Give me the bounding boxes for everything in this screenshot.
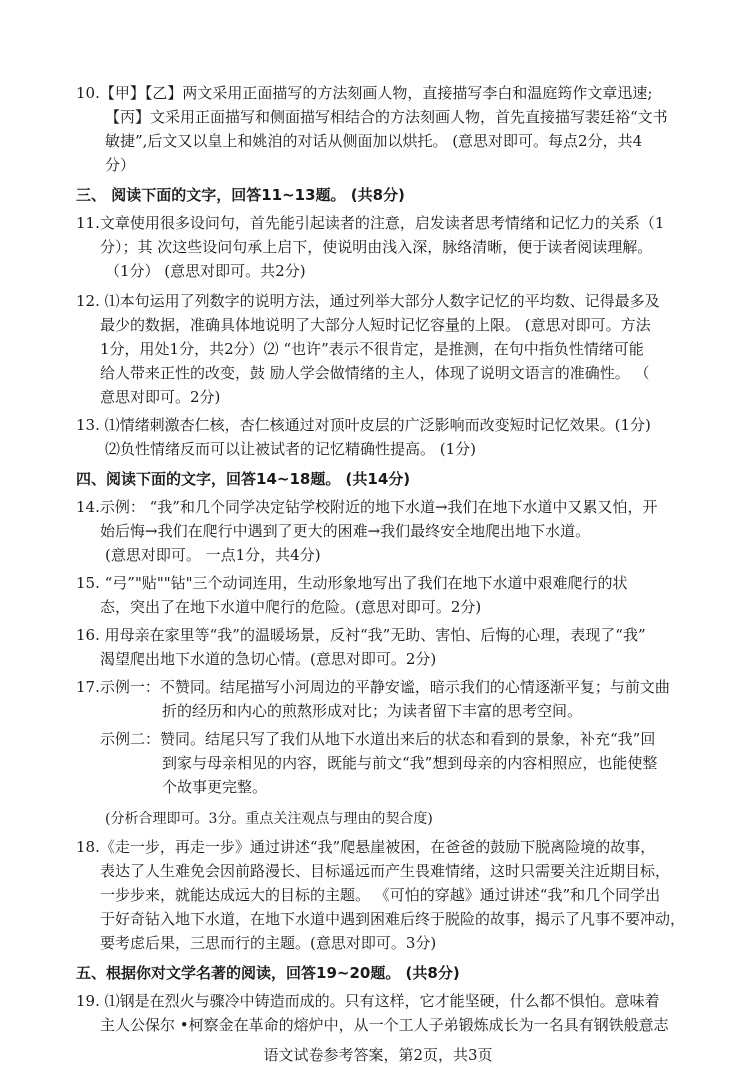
text-line: 19. ⑴钢是在烈火与骤冷中铸造而成的。只有这样，它才能坚硬，什么都不惧怕。意味着 xyxy=(76,992,660,1010)
text-line: 要考虑后果，三思而行的主题。(意思对即可。3分) xyxy=(100,934,437,952)
section-heading: 四、阅读下面的文字，回答14~18题。 (共14分) xyxy=(76,470,411,488)
text-line: 始后悔→我们在爬行中遇到了更大的困难→我们最终安全地爬出地下水道。 xyxy=(100,522,591,540)
text-line: 个故事更完整。 xyxy=(162,778,268,796)
text-line: 1分，用处1分，共2分）⑵ “也许”表示不很肯定，是推测，在句中指负性情绪可能 xyxy=(100,340,644,358)
text-line: 于好奇钻入地下水道，在地下水道中遇到困难后终于脱险的故事，揭示了凡事不要冲动， xyxy=(100,910,686,928)
text-line: 表达了人生难免会因前路漫长、目标遥远而产生畏难情绪，这时只需要关注近期目标， xyxy=(100,862,671,880)
page-footer: 语文试卷参考答案，第2页，共3页 xyxy=(263,1046,493,1064)
text-line: 【丙】文采用正面描写和侧面描写相结合的方法刻画人物，首先直接描写裴廷裕“文书 xyxy=(105,108,668,126)
text-line: 渴望爬出地下水道的急切心情。(意思对即可。2分) xyxy=(100,650,437,668)
text-line: 分） xyxy=(105,156,136,174)
text-line: 到家与母亲相见的内容，既能与前文“我”想到母亲的内容相照应，也能使整 xyxy=(162,754,658,772)
text-line: 给人带来正性的改变，鼓 励人学会做情绪的主人，体现了说明文语言的准确性。 （ xyxy=(100,364,650,382)
section-heading: 五、根据你对文学名著的阅读，回答19~20题。 (共8分) xyxy=(76,964,460,982)
text-line: 15. “弓”"贴""钻"三个动词连用，生动形象地写出了我们在地下水道中艰难爬行的状 xyxy=(76,574,628,592)
text-line: 17.示例一：不赞同。结尾描写小河周边的平静安谧，暗示我们的心情逐渐平复；与前文曲 xyxy=(76,678,670,696)
text-line: 分）；其 次这些设问句承上启下，使说明由浅入深，脉络清晰，便于读者阅读理解。 xyxy=(100,238,653,256)
text-line: 10.【甲】【乙】两文采用正面描写的方法刻画人物，直接描写李白和温庭筠作文章迅速; xyxy=(76,84,653,102)
text-line: 意思对即可。2分) xyxy=(100,388,221,406)
section-heading: 三、 阅读下面的文字，回答11~13题。 (共8分) xyxy=(76,186,405,204)
text-line: （1分） (意思对即可。共2分) xyxy=(105,262,306,280)
text-line: 16. 用母亲在家里等“我”的温暖场景，反衬“我”无助、害怕、后悔的心理，表现了“我” xyxy=(76,626,646,644)
text-line: 态，突出了在地下水道中爬行的危险。(意思对即可。2分) xyxy=(100,598,482,616)
text-line: ⑵负性情绪反而可以让被试者的记忆精确性提高。 (1分) xyxy=(105,440,477,458)
text-line: 一步步来，就能达成远大的目标的主题。 《可怕的穿越》通过讲述“我”和几个同学出 xyxy=(100,886,661,904)
text-line: (意思对即可。 一点1分，共4分) xyxy=(105,546,321,564)
text-line: 14.示例： “我”和几个同学决定钻学校附近的地下水道→我们在地下水道中又累又怕，开 xyxy=(76,498,658,516)
text-line: 最少的数据，准确具体地说明了大部分人短时记忆容量的上限。 (意思对即可。方法 xyxy=(100,316,651,334)
text-line: 敏捷”,后文又以皇上和姚洎的对话从侧面加以烘托。 (意思对即可。每点2分，共4 xyxy=(105,132,643,150)
text-line: 12. ⑴本句运用了列数字的说明方法，通过列举大部分人数字记忆的平均数、记得最多及 xyxy=(76,292,660,310)
text-line: (分析合理即可。3分。重点关注观点与理由的契合度) xyxy=(105,811,433,827)
text-line: 11.文章使用很多设问句，首先能引起读者的注意，启发读者思考情绪和记忆力的关系（1 xyxy=(76,214,665,232)
text-line: 18.《走一步，再走一步》通过讲述“我”爬悬崖被困，在爸爸的鼓励下脱离险境的故事， xyxy=(76,838,656,856)
text-line: 示例二：赞同。结尾只写了我们从地下水道出来后的状态和看到的景象，补充“我”回 xyxy=(100,730,656,748)
text-line: 主人公保尔 •柯察金在革命的熔炉中，从一个工人子弟锻炼成长为一名具有钢铁般意志 xyxy=(100,1016,669,1034)
text-line: 折的经历和内心的煎熬形成对比；为读者留下丰富的思考空间。 xyxy=(162,702,583,720)
text-line: 13. ⑴情绪刺激杏仁核，杏仁核通过对顶叶皮层的广泛影响而改变短时记忆效果。(1分) xyxy=(76,416,651,434)
